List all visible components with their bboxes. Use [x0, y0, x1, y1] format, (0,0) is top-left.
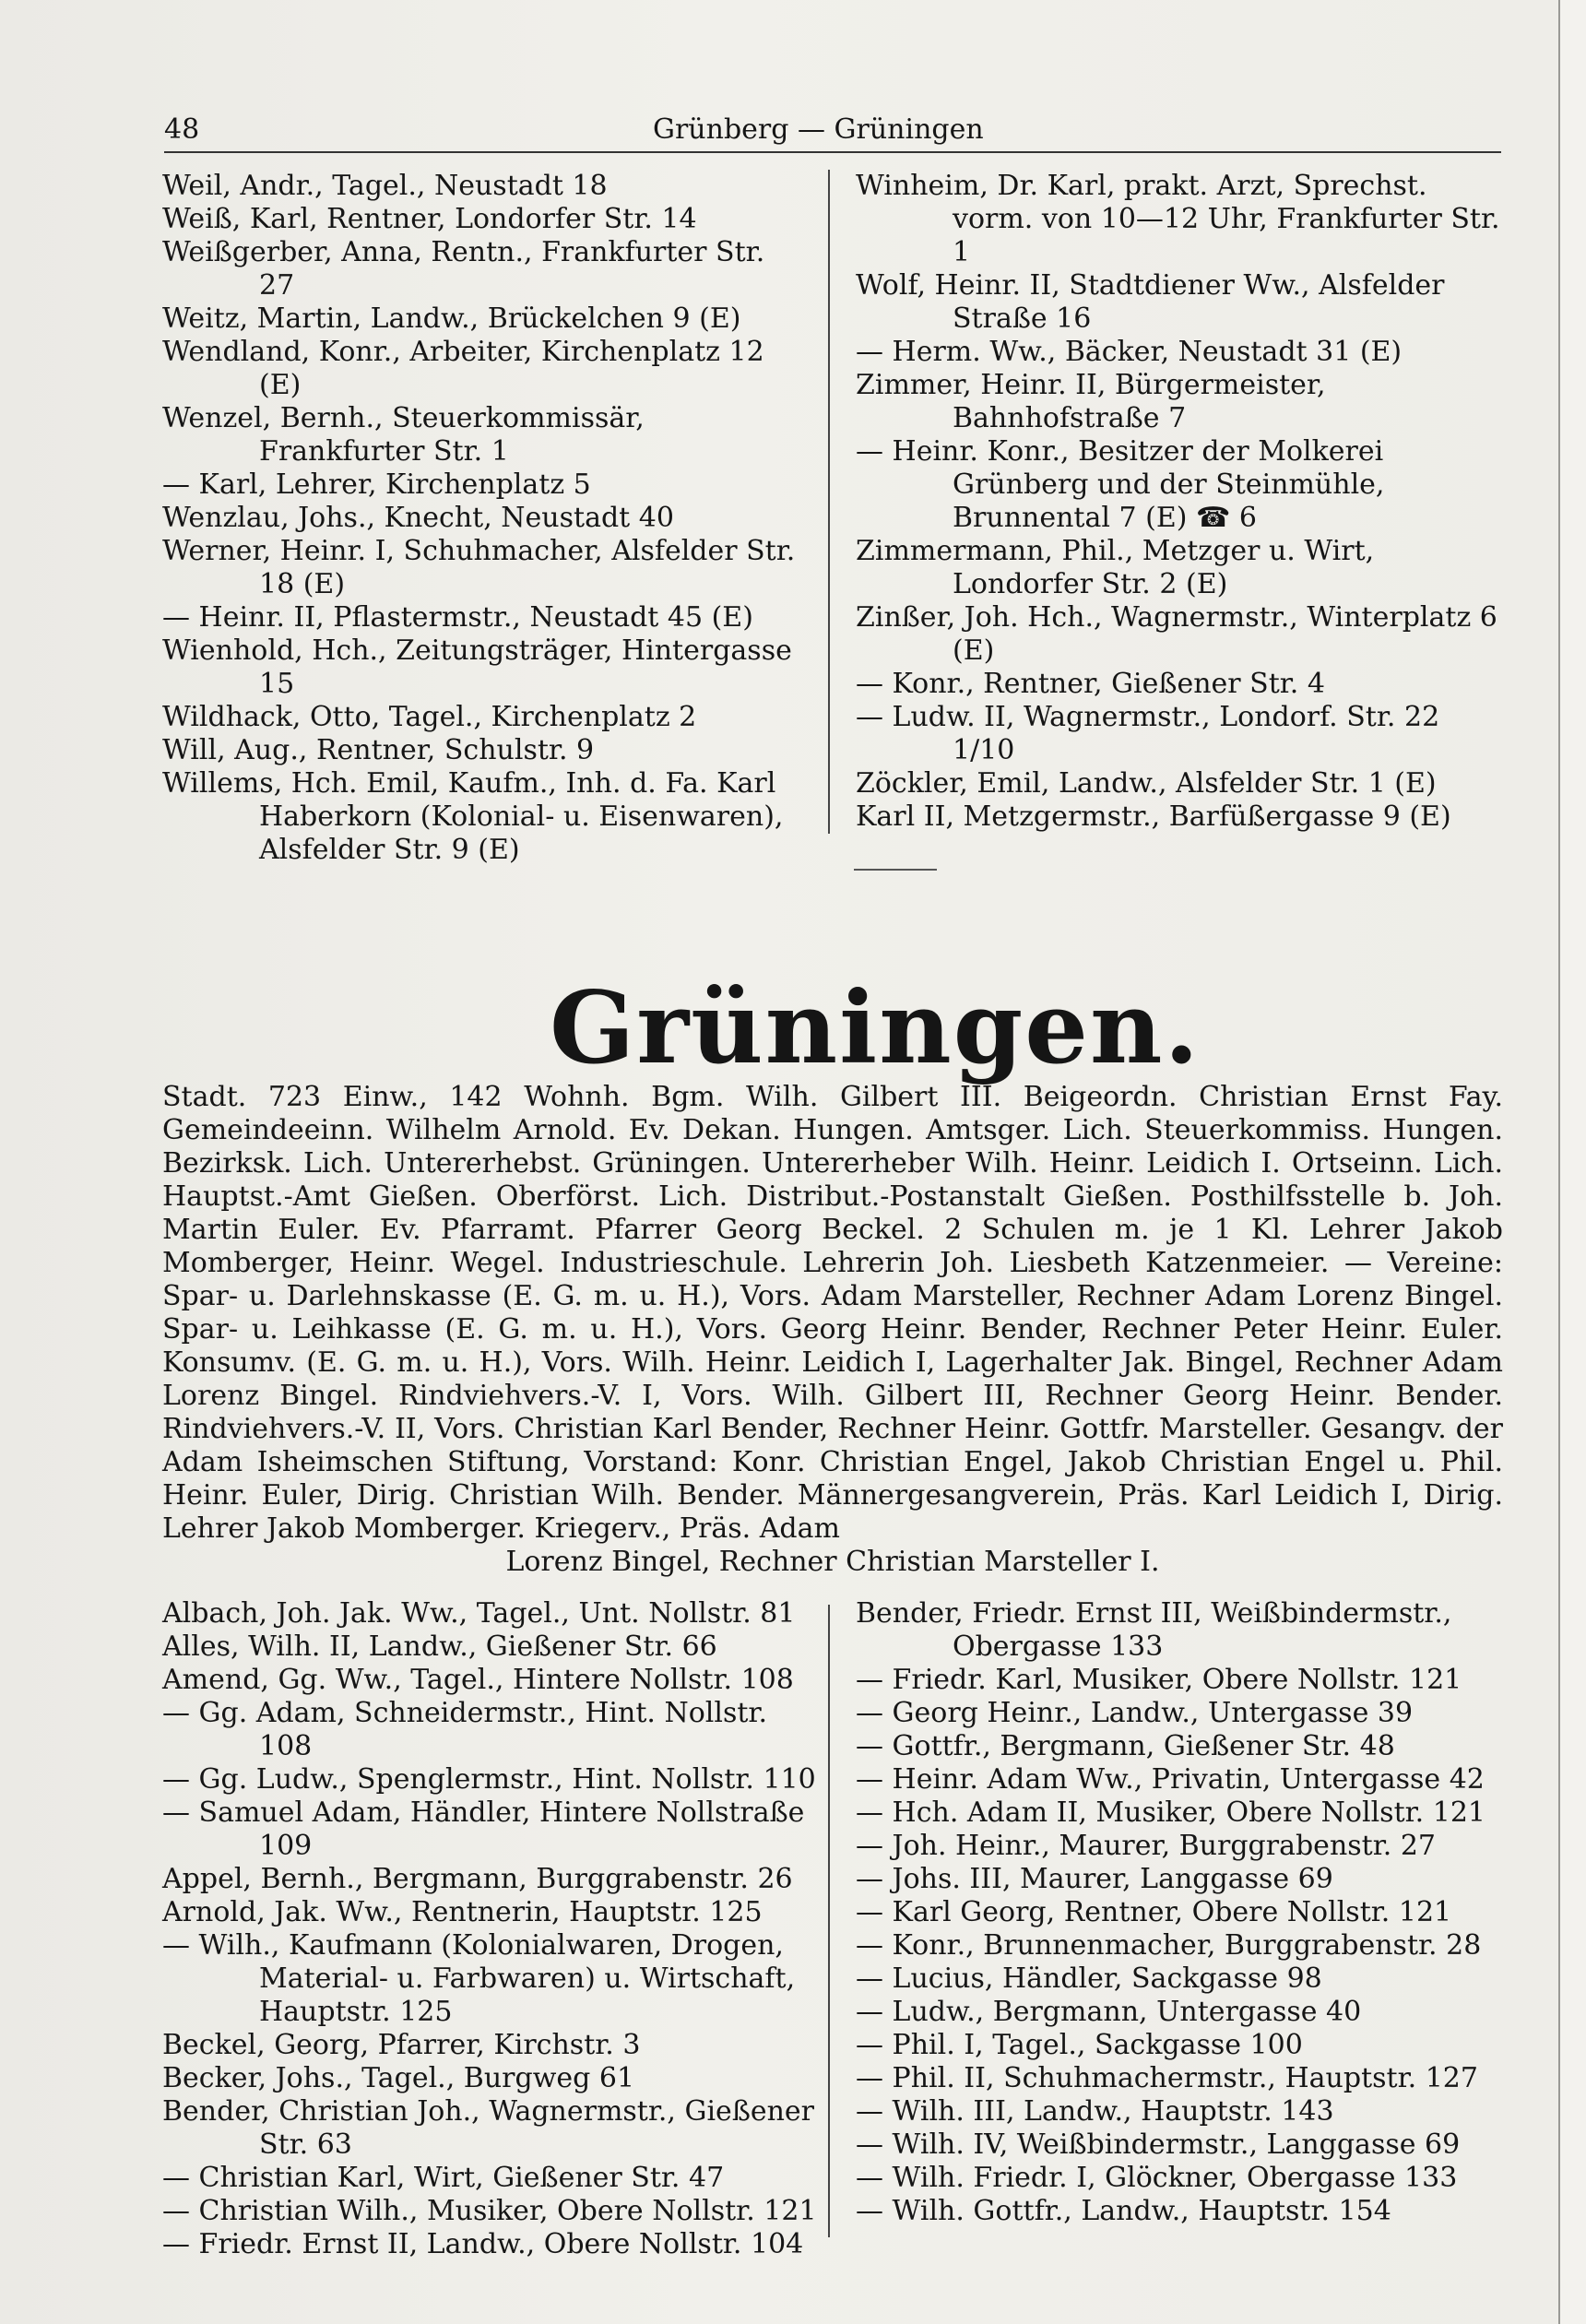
directory-entry: — Gg. Adam, Schneidermstr., Hint. Nollstr. 108: [162, 1697, 767, 1762]
directory-entry: — Joh. Heinr., Maurer, Burggrabenstr. 27: [856, 1830, 1437, 1862]
town-intro-paragraph: [162, 1081, 1503, 1579]
directory-entry: — Christian Karl, Wirt, Gießener Str. 47: [162, 2162, 725, 2194]
directory-entry: Beckel, Georg, Pfarrer, Kirchstr. 3: [162, 2029, 641, 2061]
directory-entry: — Wilh., Kaufmann (Kolonialwaren, Drogen, Material- u. Farbwaren) u. Wirtschaft, Hauptstr. 125: [162, 1929, 796, 2028]
column-divider: [828, 170, 830, 834]
column-divider: [828, 1605, 830, 2237]
directory-column-right-b: [856, 1597, 1501, 2228]
directory-entry: Amend, Gg. Ww., Tagel., Hintere Nollstr. 108: [162, 1664, 794, 1696]
directory-entry: Wenzlau, Johs., Knecht, Neustadt 40: [162, 502, 674, 534]
directory-entry: Alles, Wilh. II, Landw., Gießener Str. 66: [162, 1630, 717, 1663]
directory-entry: Willems, Hch. Emil, Kaufm., Inh. d. Fa. Karl Haberkorn (Kolonial- u. Eisenwaren), Alsfelder Str. 9 (E): [162, 767, 784, 866]
header-rule: [164, 151, 1501, 153]
directory-entry: Weißgerber, Anna, Rentn., Frankfurter Str. 27: [162, 236, 765, 302]
directory-entry: Wildhack, Otto, Tagel., Kirchenplatz 2: [162, 701, 697, 733]
page-number: 48: [164, 113, 200, 146]
directory-entry: Weitz, Martin, Landw., Brückelchen 9 (E): [162, 302, 741, 335]
directory-entry: — Gottfr., Bergmann, Gießener Str. 48: [856, 1730, 1395, 1762]
directory-entry: — Samuel Adam, Händler, Hintere Nollstraße 109: [162, 1796, 805, 1862]
adjacent-page-edge: [1558, 0, 1586, 2324]
directory-entry: Wendland, Konr., Arbeiter, Kirchenplatz 12 (E): [162, 336, 764, 401]
directory-entry: Zimmermann, Phil., Metzger u. Wirt, Londorfer Str. 2 (E): [856, 535, 1375, 600]
directory-entry: Weil, Andr., Tagel., Neustadt 18: [162, 170, 608, 202]
directory-column-left-a: [162, 170, 808, 867]
town-intro-last-line: Lorenz Bingel, Rechner Christian Marsteller I.: [505, 1546, 1160, 1578]
running-title: Grünberg — Grüningen: [653, 113, 984, 146]
directory-entry: — Wilh. IV, Weißbindermstr., Langgasse 69: [856, 2128, 1461, 2161]
directory-entry: — Phil. II, Schuhmachermstr., Hauptstr. 127: [856, 2062, 1478, 2094]
directory-entry: Karl II, Metzgermstr., Barfüßergasse 9 (E): [856, 800, 1451, 833]
directory-entry: Bender, Friedr. Ernst III, Weißbindermstr., Obergasse 133: [856, 1597, 1452, 1663]
directory-entry: — Herm. Ww., Bäcker, Neustadt 31 (E): [856, 336, 1403, 368]
directory-entry: Wienhold, Hch., Zeitungsträger, Hintergasse 15: [162, 634, 792, 700]
directory-entry: — Heinr. Adam Ww., Privatin, Untergasse 42: [856, 1763, 1485, 1796]
directory-entry: — Christian Wilh., Musiker, Obere Nollstr. 121: [162, 2195, 817, 2227]
directory-entry: — Karl Georg, Rentner, Obere Nollstr. 121: [856, 1896, 1452, 1928]
directory-entry: Appel, Bernh., Bergmann, Burggrabenstr. 26: [162, 1863, 793, 1895]
directory-entry: — Heinr. Konr., Besitzer der Molkerei Grünberg und der Steinmühle, Brunnental 7 (E) ☎ 6: [856, 435, 1385, 534]
directory-entry: — Konr., Brunnenmacher, Burggrabenstr. 28: [856, 1929, 1482, 1962]
directory-entry: — Ludw., Bergmann, Untergasse 40: [856, 1996, 1362, 2028]
directory-entry: — Friedr. Ernst II, Landw., Obere Nollstr. 104: [162, 2228, 804, 2260]
directory-entry: Arnold, Jak. Ww., Rentnerin, Hauptstr. 125: [162, 1896, 763, 1928]
directory-entry: — Georg Heinr., Landw., Untergasse 39: [856, 1697, 1414, 1729]
directory-column-left-b: [162, 1597, 817, 2261]
directory-entry: Bender, Christian Joh., Wagnermstr., Gießener Str. 63: [162, 2095, 815, 2161]
directory-entry: — Ludw. II, Wagnermstr., Londorf. Str. 22 1/10: [856, 701, 1440, 766]
directory-entry: — Gg. Ludw., Spenglermstr., Hint. Nollstr. 110: [162, 1763, 816, 1796]
directory-entry: — Karl, Lehrer, Kirchenplatz 5: [162, 468, 591, 501]
directory-entry: Winheim, Dr. Karl, prakt. Arzt, Sprechst. vorm. von 10—12 Uhr, Frankfurter Str. 1: [856, 170, 1500, 268]
directory-entry: — Wilh. Gottfr., Landw., Hauptstr. 154: [856, 2195, 1391, 2227]
directory-entry: Zinßer, Joh. Hch., Wagnermstr., Winterplatz 6 (E): [856, 601, 1497, 667]
directory-entry: Weiß, Karl, Rentner, Londorfer Str. 14: [162, 203, 697, 235]
directory-entry: — Heinr. II, Pflastermstr., Neustadt 45 (E): [162, 601, 753, 634]
running-header: [164, 107, 1499, 153]
directory-entry: Zimmer, Heinr. II, Bürgermeister, Bahnhofstraße 7: [856, 369, 1326, 434]
directory-column-right-a: [856, 170, 1501, 834]
section-end-rule: [854, 869, 937, 871]
directory-entry: Wolf, Heinr. II, Stadtdiener Ww., Alsfelder Straße 16: [856, 269, 1445, 335]
directory-entry: — Konr., Rentner, Gießener Str. 4: [856, 668, 1325, 700]
directory-entry: Albach, Joh. Jak. Ww., Tagel., Unt. Nollstr. 81: [162, 1597, 796, 1630]
directory-entry: Becker, Johs., Tagel., Burgweg 61: [162, 2062, 635, 2094]
directory-entry: — Phil. I, Tagel., Sackgasse 100: [856, 2029, 1303, 2061]
directory-entry: — Johs. III, Maurer, Langgasse 69: [856, 1863, 1333, 1895]
town-intro-text: Stadt. 723 Einw., 142 Wohnh. Bgm. Wilh. Gilbert III. Beigeordn. Christian Ernst Fay. Gemeindeeinn. Wilhelm Arnold. Ev. Dekan. Hungen. Amtsger. Lich. Steuerkommiss. Hungen. Bezirksk. Lich. Untererhebst. Grüningen. Untererheber Wilh. Heinr. Leidich I. Ortseinn. Lich. Hauptst.-Amt Gießen. Oberförst. Lich. Distribut.-Postanstalt Gießen. Posthilfsstelle b. Joh. Martin Euler. Ev. Pfarramt. Pfarrer Georg Beckel. 2 Schulen m. je 1 Kl. Lehrer Jakob Momberger, Heinr. Wegel. Industrieschule. Lehrerin Joh. Liesbeth Katzenmeier. — Vereine: Spar- u. Darlehnskasse (E. G. m. u. H.), Vors. Adam Marsteller, Rechner Adam Lorenz Bingel. Spar- u. Leihkasse (E. G. m. u. H.), Vors. Georg Heinr. Bender, Rechner Peter Heinr. Euler. Konsumv. (E. G. m. u. H.), Vors. Wilh. Heinr. Leidich I, Lagerhalter Jak. Bingel, Rechner Adam Lorenz Bingel. Rindviehvers.-V. I, Vors. Wilh. Gilbert III, Rechner Georg Heinr. Bender. Rindviehvers.-V. II, Vors. Christian Karl Bender, Rechner Heinr. Gottfr. Marsteller. Gesangv. der Adam Isheimschen Stiftung, Vorstand: Konr. Christian Engel, Jakob Christian Engel u. Phil. Heinr. Euler, Dirig. Christian Wilh. Bender. Männergesangverein, Präs. Karl Leidich I, Dirig. Lehrer Jakob Momberger. Kriegerv., Präs. Adam: [162, 1081, 1503, 1545]
directory-entry: Werner, Heinr. I, Schuhmacher, Alsfelder Str. 18 (E): [162, 535, 796, 600]
directory-entry: Wenzel, Bernh., Steuerkommissär, Frankfurter Str. 1: [162, 402, 645, 468]
directory-entry: — Lucius, Händler, Sackgasse 98: [856, 1962, 1322, 1995]
town-heading: Grüningen.: [550, 970, 1201, 1086]
directory-entry: Zöckler, Emil, Landw., Alsfelder Str. 1 (E): [856, 767, 1437, 800]
directory-entry: Will, Aug., Rentner, Schulstr. 9: [162, 734, 595, 766]
directory-entry: — Friedr. Karl, Musiker, Obere Nollstr. 121: [856, 1664, 1462, 1696]
directory-entry: — Wilh. III, Landw., Hauptstr. 143: [856, 2095, 1334, 2128]
directory-entry: — Hch. Adam II, Musiker, Obere Nollstr. 121: [856, 1796, 1485, 1829]
directory-entry: — Wilh. Friedr. I, Glöckner, Obergasse 133: [856, 2162, 1458, 2194]
